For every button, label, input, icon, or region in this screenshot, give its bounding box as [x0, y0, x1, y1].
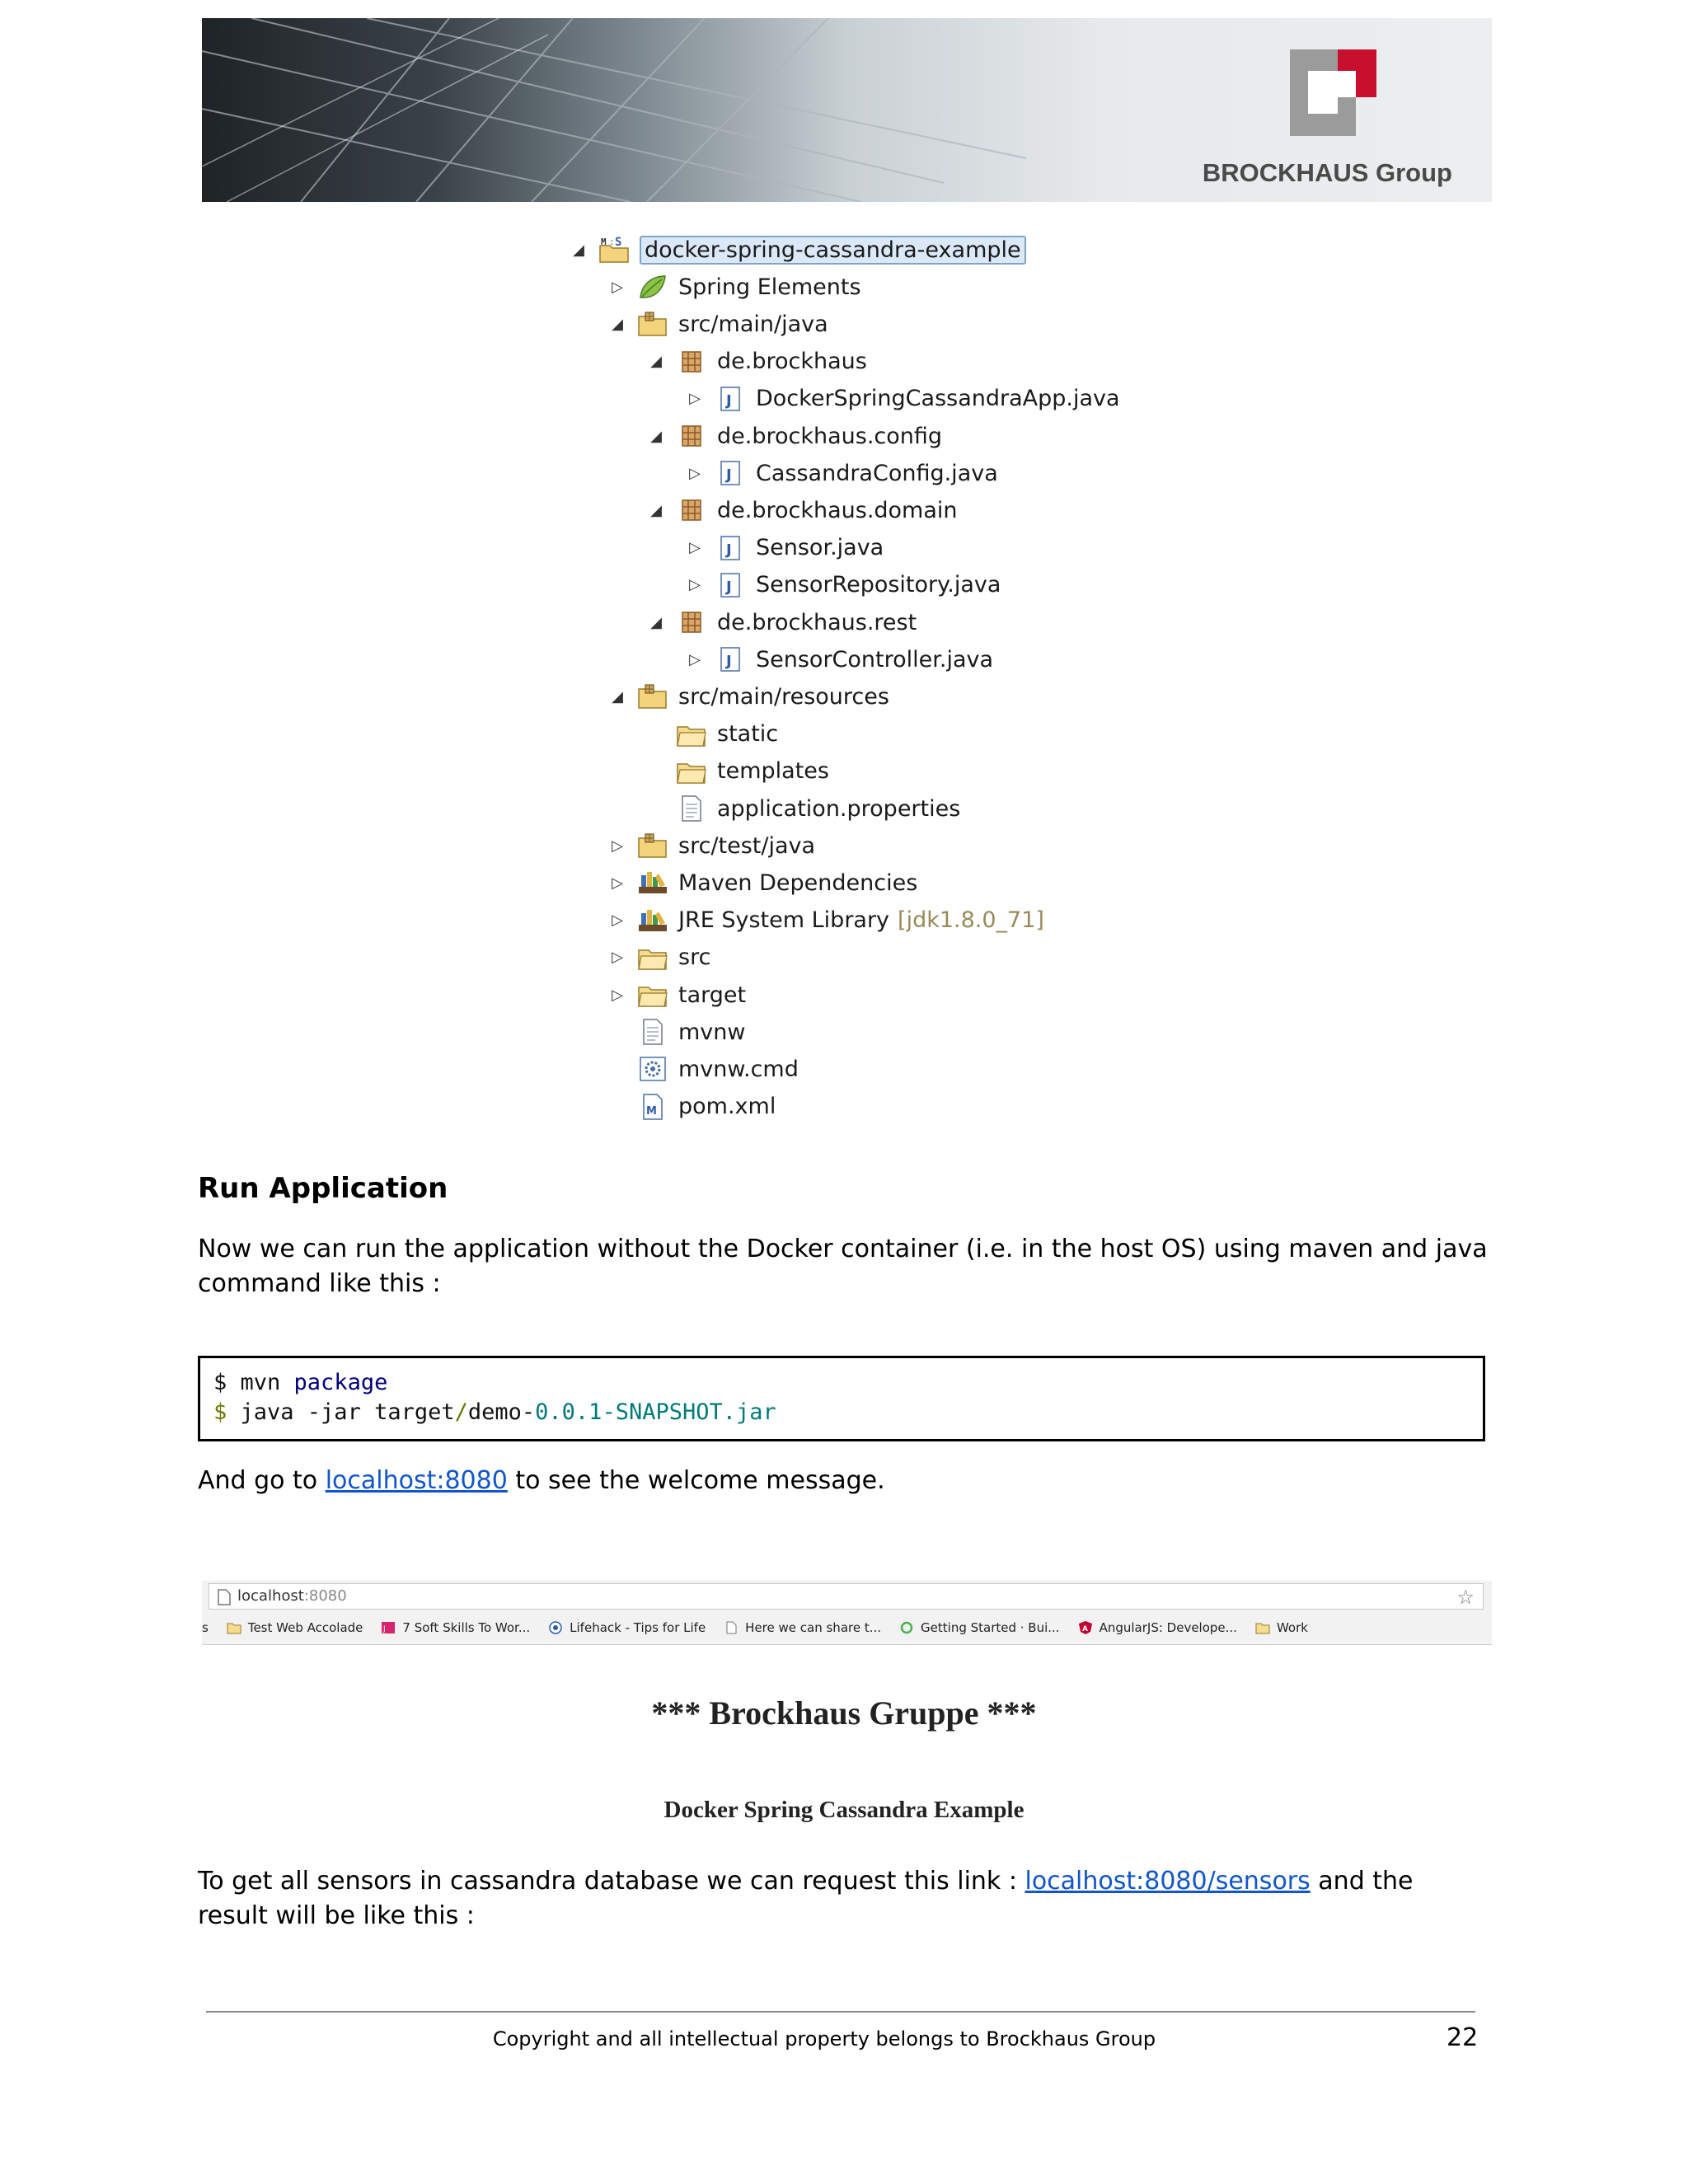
expanded-twisty-icon[interactable]: ◢: [573, 241, 584, 259]
tree-item-label: CassandraConfig.java: [756, 460, 998, 486]
spring-leaf-icon: [637, 273, 668, 301]
tree-item-label: src/main/resources: [678, 683, 889, 710]
tree-item-label: pom.xml: [678, 1094, 776, 1120]
bookmark-star-icon[interactable]: ☆: [1456, 1586, 1475, 1609]
java-file-icon: [715, 645, 746, 673]
collapsed-twisty-icon[interactable]: ▷: [612, 912, 623, 930]
svg-text::: :: [609, 237, 615, 247]
bookmark-label: s: [202, 1620, 209, 1635]
svg-text:J: J: [726, 466, 732, 485]
expanded-twisty-icon[interactable]: ◢: [650, 353, 662, 371]
expanded-twisty-icon[interactable]: ◢: [612, 687, 623, 705]
tree-item-label: de.brockhaus.config: [717, 423, 943, 449]
code-suffix: -SNAPSHOT.jar: [602, 1399, 776, 1425]
tree-item-label: DockerSpringCassandraApp.java: [756, 386, 1120, 412]
java-file-icon: [715, 459, 746, 487]
tree-item[interactable]: [685, 382, 1120, 416]
library-icon: [637, 869, 668, 897]
sensors-text-line2: result will be like this :: [198, 1901, 475, 1930]
collapsed-twisty-icon[interactable]: ▷: [689, 650, 701, 668]
bookmark-label: Here we can share t...: [745, 1620, 882, 1635]
browser-chrome: [202, 1581, 1492, 1645]
tree-item-label: de.brockhaus: [717, 349, 867, 375]
collapsed-twisty-icon[interactable]: ▷: [612, 949, 623, 967]
bookmark-site-icon: [381, 1621, 396, 1634]
svg-text:M: M: [646, 1104, 657, 1118]
angular-icon: [1078, 1621, 1093, 1634]
tree-item-label: src/main/java: [678, 311, 828, 337]
page-icon: [218, 1589, 231, 1605]
sensors-paragraph: [198, 1864, 1492, 1933]
collapsed-twisty-icon[interactable]: ▷: [689, 464, 701, 482]
tree-item[interactable]: [607, 679, 889, 714]
collapsed-twisty-icon[interactable]: ▷: [612, 837, 623, 855]
url-text: [237, 1587, 347, 1605]
text-file-icon: [637, 1018, 668, 1046]
java-file-icon: [715, 385, 746, 413]
sensors-text-after: and the: [1310, 1867, 1414, 1896]
footer-divider: [206, 2011, 1475, 2013]
tree-item[interactable]: [685, 456, 998, 490]
code-line-2: [213, 1399, 776, 1425]
bookmark-label: Getting Started · Bui...: [921, 1620, 1060, 1635]
expanded-twisty-icon[interactable]: ◢: [650, 427, 662, 445]
tree-item-label: mvnw: [678, 1019, 746, 1045]
folder-icon: [227, 1621, 241, 1634]
source-folder-icon: [637, 682, 668, 710]
svg-text:J: J: [726, 578, 732, 596]
folder-icon: [637, 944, 668, 972]
tree-item-label: docker-spring-cassandra-example: [640, 236, 1026, 265]
code-path: demo-: [467, 1399, 536, 1425]
brockhaus-logo-icon: [1290, 49, 1376, 136]
refresh-site-icon: [899, 1621, 914, 1634]
code-keyword: package: [293, 1370, 388, 1395]
page-icon: [724, 1621, 738, 1634]
expanded-twisty-icon[interactable]: ◢: [612, 315, 623, 333]
goto-text-after: to see the welcome message.: [507, 1466, 885, 1495]
url-port: :8080: [303, 1587, 347, 1605]
svg-text:A: A: [1081, 1625, 1088, 1633]
sensors-link[interactable]: localhost:8080/sensors: [1025, 1867, 1311, 1896]
page-number: 22: [1447, 2023, 1479, 2052]
sensors-text-before: To get all sensors in cassandra database we can request this link :: [198, 1867, 1025, 1896]
svg-text:J: J: [726, 541, 732, 559]
bookmark-item[interactable]: [202, 1620, 209, 1635]
pom-file-icon: [637, 1093, 668, 1121]
text-file-icon: [676, 794, 707, 823]
folder-icon: [1255, 1621, 1270, 1634]
tree-item[interactable]: [607, 828, 815, 863]
package-icon: [676, 608, 707, 636]
svg-text:J: J: [726, 391, 732, 410]
bookmark-label: Work: [1276, 1620, 1308, 1635]
tree-item-label: JRE System Library: [678, 907, 890, 934]
tree-item[interactable]: [607, 1090, 776, 1124]
section-title: Run Application: [198, 1172, 448, 1205]
source-folder-icon: [637, 310, 668, 338]
prompt: $: [213, 1370, 227, 1395]
tree-item[interactable]: [607, 977, 746, 1012]
svg-text:J: J: [726, 653, 732, 671]
folder-icon: [637, 981, 668, 1009]
maven-project-icon: [598, 236, 630, 264]
tree-item[interactable]: [607, 269, 861, 304]
tree-item-decoration: [jdk1.8.0_71]: [898, 907, 1044, 934]
java-file-icon: [715, 534, 746, 562]
project-explorer-tree: [569, 232, 1120, 1131]
folder-icon: [676, 757, 707, 785]
bookmark-label: Lifehack - Tips for Life: [570, 1620, 706, 1635]
package-icon: [676, 348, 707, 376]
tree-item-label: src/test/java: [678, 832, 816, 859]
tree-item-label: mvnw.cmd: [678, 1056, 799, 1082]
tree-item[interactable]: [646, 493, 958, 527]
tree-item[interactable]: [646, 419, 942, 453]
tree-item-label: Spring Elements: [678, 274, 861, 300]
tree-item-label: SensorRepository.java: [756, 572, 1001, 598]
intro-paragraph: Now we can run the application without the Docker container (i.e. in the host OS) using maven and java command like this :: [198, 1235, 1488, 1298]
tree-item-label: de.brockhaus.rest: [717, 609, 917, 635]
globe-icon: [548, 1621, 563, 1634]
tree-item[interactable]: [607, 903, 1044, 938]
tree-item[interactable]: [607, 1015, 745, 1049]
code-slash: /: [454, 1399, 468, 1425]
localhost-link[interactable]: localhost:8080: [325, 1466, 508, 1495]
bookmark-item[interactable]: [1078, 1620, 1237, 1635]
tree-item[interactable]: [607, 865, 917, 900]
prompt: $: [213, 1399, 227, 1425]
bookmark-item[interactable]: [899, 1620, 1060, 1635]
tree-item-label: de.brockhaus.domain: [717, 497, 958, 523]
tree-item-label: Maven Dependencies: [678, 869, 918, 896]
tree-item-label: Sensor.java: [756, 535, 884, 561]
java-file-icon: [715, 571, 746, 599]
bookmark-label: Test Web Accolade: [247, 1620, 363, 1635]
bookmark-item[interactable]: [548, 1620, 706, 1635]
collapsed-twisty-icon[interactable]: ▷: [612, 986, 623, 1004]
tree-item-label: templates: [717, 758, 829, 785]
library-icon: [637, 907, 668, 935]
code-line-1: [213, 1370, 387, 1395]
page-heading: *** Brockhaus Gruppe ***: [651, 1694, 1037, 1732]
tree-item-label: static: [717, 721, 779, 748]
tree-item[interactable]: [646, 754, 829, 789]
collapsed-twisty-icon[interactable]: ▷: [689, 539, 701, 557]
tree-item[interactable]: [646, 344, 867, 379]
tree-item[interactable]: [607, 940, 710, 975]
tree-item[interactable]: [607, 307, 828, 341]
collapsed-twisty-icon[interactable]: ▷: [612, 278, 623, 296]
header-banner: [202, 18, 1492, 202]
bookmark-label: 7 Soft Skills To Wor...: [402, 1620, 531, 1635]
tree-item[interactable]: [646, 717, 778, 752]
tree-item[interactable]: [646, 791, 960, 826]
tree-item[interactable]: [685, 531, 884, 565]
bookmarks-bar: [202, 1615, 1326, 1640]
collapsed-twisty-icon[interactable]: ▷: [689, 390, 701, 408]
folder-icon: [676, 720, 707, 748]
expanded-twisty-icon[interactable]: ◢: [650, 501, 662, 519]
cmd-file-icon: [637, 1055, 668, 1083]
tree-item-label: SensorController.java: [756, 646, 994, 673]
bookmark-label: AngularJS: Develope...: [1099, 1620, 1237, 1635]
package-icon: [676, 496, 707, 524]
code-cmd: mvn: [227, 1370, 294, 1395]
bookmark-item[interactable]: [1255, 1620, 1308, 1635]
tree-item[interactable]: [569, 232, 1026, 267]
package-icon: [676, 422, 707, 450]
tree-item-label: target: [678, 982, 747, 1008]
brand-name: BROCKHAUS Group: [1202, 158, 1452, 187]
tree-item[interactable]: [685, 568, 1001, 602]
tree-item-label: application.properties: [717, 795, 961, 822]
goto-paragraph: [198, 1464, 885, 1498]
tree-item[interactable]: [607, 1052, 799, 1086]
tree-item[interactable]: [685, 642, 993, 677]
tree-item[interactable]: [646, 605, 917, 640]
expanded-twisty-icon[interactable]: ◢: [650, 613, 662, 631]
page-subheading: Docker Spring Cassandra Example: [663, 1797, 1025, 1823]
collapsed-twisty-icon[interactable]: ▷: [689, 576, 701, 594]
code-block: [198, 1356, 1485, 1441]
svg-text:J: J: [383, 1625, 387, 1633]
bookmark-item[interactable]: [724, 1620, 881, 1635]
bookmark-item[interactable]: [381, 1620, 530, 1635]
svg-text:M: M: [601, 237, 607, 247]
svg-text:S: S: [615, 236, 622, 249]
bookmark-item[interactable]: [227, 1620, 363, 1635]
url-host: localhost: [237, 1587, 304, 1605]
address-bar[interactable]: [209, 1583, 1484, 1610]
tree-item-label: src: [678, 944, 711, 971]
collapsed-twisty-icon[interactable]: ▷: [612, 874, 623, 892]
code-version: 0.0.1: [535, 1399, 603, 1425]
footer-copyright: Copyright and all intellectual property belongs to Brockhaus Group: [492, 2027, 1156, 2050]
goto-text-before: And go to: [198, 1466, 326, 1495]
code-cmd: java -jar target: [227, 1399, 455, 1425]
source-folder-icon: [637, 832, 668, 860]
